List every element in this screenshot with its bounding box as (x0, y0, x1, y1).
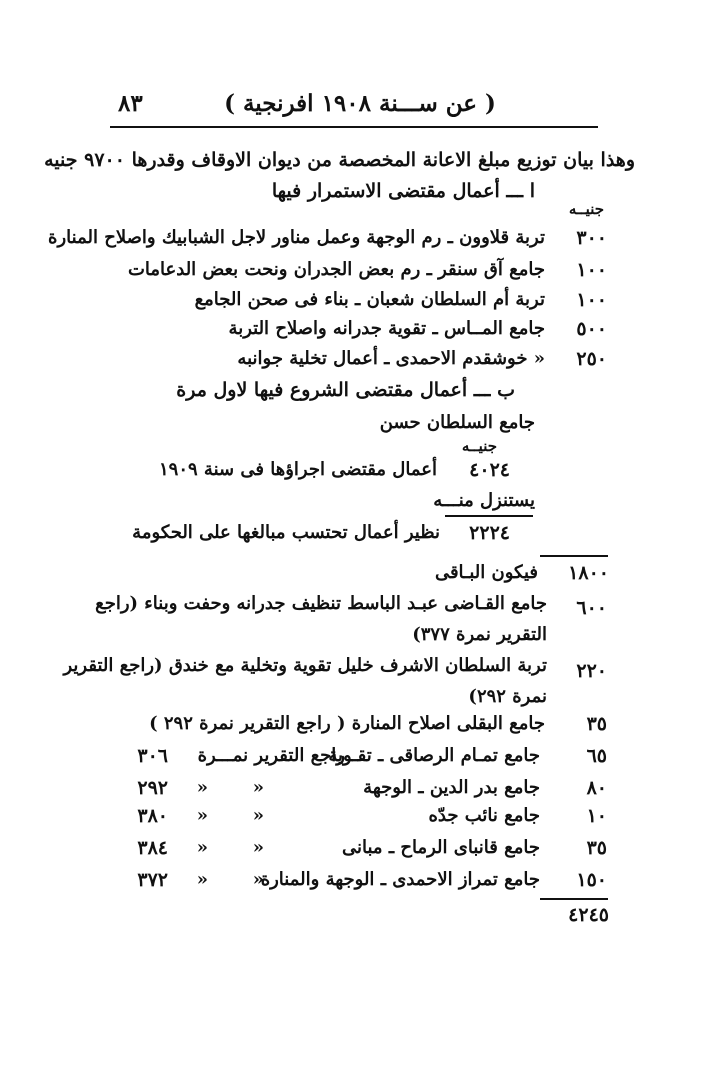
item-text-cont: نمرة ٢٩٢) (468, 686, 547, 707)
ref-number: ٣٧٢ (137, 869, 168, 891)
item-amount: ٢٢٠ (576, 660, 607, 682)
ref-number: ٣٨٤ (137, 837, 168, 859)
item-text: جامع المــاس ـ تقوية جدرانه واصلاح التربة (228, 318, 545, 339)
ditto-mark: « (252, 777, 264, 798)
hassan-text-2: نظير أعمال تحتسب مبالغها على الحكومة (132, 522, 440, 543)
item-text: جامع تمـام الرصاقى ـ تقـوية (328, 745, 540, 766)
ditto-mark: « (196, 777, 208, 798)
item-amount: ٢٥٠ (576, 348, 607, 370)
page-header-title: ( عن ســـنة ١٩٠٨ افرنجية ) (224, 90, 496, 117)
intro-line: وهذا بيان توزيع مبلغ الاعانة المخصصة من ديوان الاوقاف وقدرها ٩٧٠٠ جنيه (44, 149, 635, 171)
item-amount: ٣٠٠ (576, 227, 607, 249)
ditto-mark: « (252, 805, 264, 826)
page-number: ٨٣ (118, 90, 143, 117)
deduct-rule (445, 515, 533, 517)
ref-label: راجع التقرير نمـــرة (197, 745, 345, 766)
item-amount: ٣٥ (586, 713, 607, 735)
section-b-title: ب ـــ أعمال مقتضى الشروع فيها لاول مرة (176, 379, 515, 401)
item-text: جامع قانباى الرماح ـ مبانى (341, 837, 540, 858)
hassan-amount-2: ٢٢٢٤ (469, 522, 510, 544)
item-text: جامع تمراز الاحمدى ـ الوجهة والمنارة (260, 869, 540, 890)
remaining-text: فيكون البـاقى (434, 562, 538, 583)
header-rule (110, 126, 598, 128)
section-a-unit: جنيــه (568, 200, 604, 218)
deduct-label: يستنزل منـــه (433, 490, 535, 511)
total-amount: ٤٢٤٥ (568, 904, 609, 926)
item-text: تربة السلطان الاشرف خليل تقوية وتخلية مع خندق (راجع التقرير (63, 655, 547, 676)
ditto-mark: « (252, 837, 264, 858)
hassan-title: جامع السلطان حسن (379, 412, 535, 433)
ref-number: ٣٨٠ (137, 805, 168, 827)
item-amount: ١٥٠ (576, 869, 607, 891)
item-text: جامع القـاضى عبـد الباسط تنظيف جدرانه وحفت وبناء (راجع (95, 593, 547, 614)
ditto-mark: « (252, 869, 264, 890)
remaining-rule (540, 555, 608, 557)
remaining-amount: ١٨٠٠ (568, 562, 609, 584)
item-text-cont: التقرير نمرة ٣٧٧) (412, 624, 547, 645)
item-amount: ٦٠٠ (576, 597, 607, 619)
hassan-text-1: أعمال مقتضى اجراؤها فى سنة ١٩٠٩ (158, 459, 437, 480)
item-amount: ٨٠ (586, 777, 607, 799)
item-text: جامع نائب جدّه (428, 805, 540, 826)
item-text: جامع بدر الدين ـ الوجهة (363, 777, 540, 798)
item-text: جامع آق سنقر ـ رم بعض الجدران ونحت بعض الدعامات (127, 259, 545, 280)
ditto-mark: « (196, 869, 208, 890)
item-text: تربة قلاوون ـ رم الوجهة وعمل مناور لاجل الشبابيك واصلاح المنارة (48, 227, 545, 248)
item-amount: ٣٥ (586, 837, 607, 859)
item-amount: ٥٠٠ (576, 318, 607, 340)
item-text: جامع البقلى اصلاح المنارة ( راجع التقرير نمرة ٢٩٢ ) (149, 713, 545, 734)
ref-number: ٢٩٢ (137, 777, 168, 799)
item-amount: ١٠ (586, 805, 607, 827)
item-amount: ١٠٠ (576, 289, 607, 311)
ditto-mark: « (196, 837, 208, 858)
item-text: تربة أم السلطان شعبان ـ بناء فى صحن الجامع (194, 289, 545, 310)
ditto-mark: « (196, 805, 208, 826)
ref-number: ٣٠٦ (137, 745, 168, 767)
section-a-title: ا ـــ أعمال مقتضى الاستمرار فيها (271, 180, 535, 202)
item-amount: ١٠٠ (576, 259, 607, 281)
total-rule (540, 898, 608, 900)
item-text: « خوشقدم الاحمدى ـ أعمال تخلية جوانبه (237, 348, 545, 369)
hassan-unit: جنيــه (461, 437, 497, 455)
item-amount: ٦٥ (586, 745, 607, 767)
hassan-amount-1: ٤٠٢٤ (469, 459, 510, 481)
